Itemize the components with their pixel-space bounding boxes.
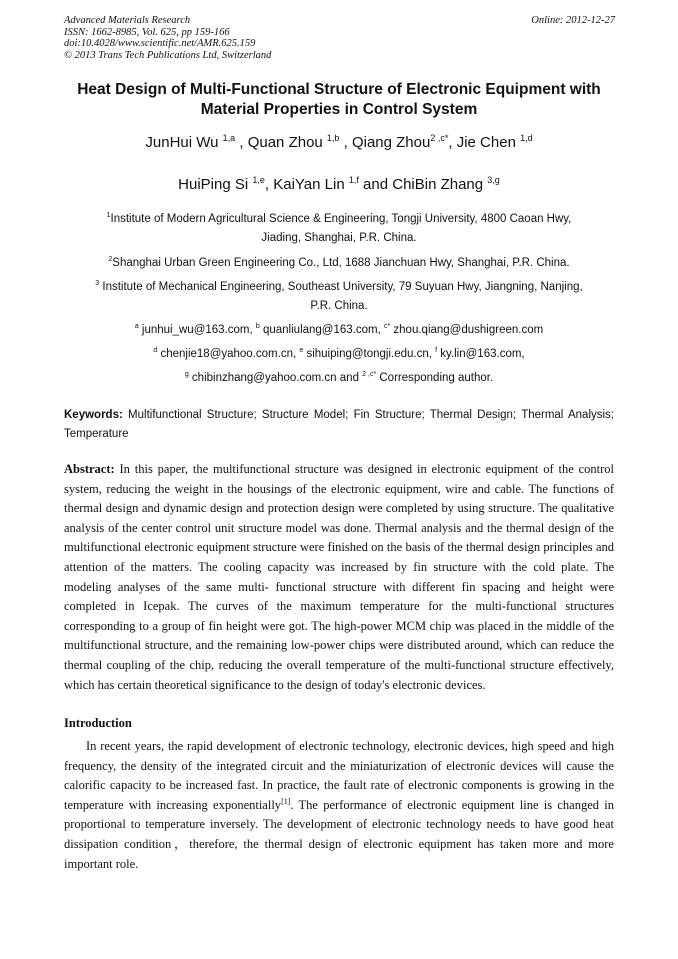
corresponding-mark: 2 ,c* (362, 371, 377, 378)
email-mark: e (299, 347, 304, 354)
email-mark: g (184, 371, 189, 378)
affiliation-text: Institute of Mechanical Engineering, Southeast University, 79 Suyuan Hwy, Jiangning, Nanjing, (99, 281, 583, 293)
author-name: ChiBin Zhang (392, 176, 488, 193)
author-separator: , (339, 134, 352, 151)
affiliation-2 (64, 254, 614, 273)
title-line-1: Heat Design of Multi-Functional Structure of Electronic Equipment with (77, 81, 601, 98)
author-name: KaiYan Lin (273, 176, 349, 193)
affiliation-3 (64, 278, 614, 316)
email-c: zhou.qiang@dushigreen.com (390, 324, 544, 336)
journal-header (64, 15, 444, 61)
author-name: Qiang Zhou (351, 134, 431, 151)
email-a: junhui_wu@163.com, (138, 324, 256, 336)
citation-ref[interactable]: [1] (281, 796, 291, 806)
author-affil-mark: 2 ,c* (430, 133, 449, 143)
email-mark: b (255, 323, 260, 330)
email-mark: c* (383, 323, 391, 330)
author-affil-mark: 1,f (348, 175, 359, 185)
affiliation-text: P.R. China. (310, 300, 368, 312)
author-affil-mark: 3,g (487, 175, 500, 185)
email-f: ky.lin@163.com, (437, 348, 525, 360)
doi-line: doi:10.4028/www.scientific.net/AMR.625.159 (64, 38, 256, 49)
email-g: chibinzhang@yahoo.com.cn and (188, 372, 363, 384)
introduction-paragraph (64, 737, 614, 874)
author-name: Jie Chen (456, 134, 521, 151)
email-line-2 (40, 345, 638, 364)
email-e: sihuiping@tongji.edu.cn, (303, 348, 436, 360)
abstract-label: Abstract: (64, 462, 115, 476)
affiliation-mark: 2 (108, 256, 113, 263)
affiliation-text: Shanghai Urban Green Engineering Co., Ltd, 1688 Jianchuan Hwy, Shanghai, P.R. China. (112, 257, 570, 269)
title-line-2: Material Properties in Control System (200, 101, 478, 118)
keywords-paragraph (64, 406, 614, 444)
affiliation-mark: 1 (106, 212, 111, 219)
affiliation-text: Jiading, Shanghai, P.R. China. (261, 232, 417, 244)
email-line-1 (40, 321, 638, 340)
author-separator: , (448, 134, 457, 151)
author-affil-mark: 1,a (222, 133, 236, 143)
email-b: quanliulang@163.com, (259, 324, 384, 336)
author-separator: and (358, 176, 393, 193)
abstract-text: In this paper, the multifunctional structure was designed in electronic equipment of the control system, reducing the weight in the housings of the electronic equipment, wire and cable. The functions of thermal design and dynamic design and protection design were completed by using structure. The qualitative analysis of the center control unit structure model was done. Thermal analysis and the thermal design of the multifunctional electronic equipment structure were finished on the basis of the thermal design principles and attention of the matters. The cooling capacity was increased by fin structure with the cold plate. The modeling analyses of the same multi- functional structure with different fin spacing and height were completed in Icepak. The curves of the maximum temperature for the multi-functional structures corresponding to a group of fin height were got. The high-power MCM chip was placed in the middle of the multifunctional structure, and the remaining low-power chips were distributed around, which can reduce the thermal coupling of the chip, reducing the overall temperature of the multi-functional structure effectively, which has certain theoretical significance to the design of today's electronic devices. (64, 462, 614, 692)
author-line-1 (40, 134, 638, 152)
intro-text-part-1: In recent years, the rapid development of electronic technology, electronic devices, high speed and high frequency, the density of the integrated circuit and the miniaturization of electronic devices will cause the calorific capacity to be increased fast. In practice, the fault rate of electronic components is growing in the temperature with increasing exponentially (64, 739, 614, 812)
keywords-label: Keywords: (64, 409, 123, 421)
affiliation-mark: 3 (95, 280, 100, 287)
author-name: JunHui Wu (145, 134, 223, 151)
affiliation-text: Institute of Modern Agricultural Science & Engineering, Tongji University, 4800 Caoan Hwy, (110, 213, 572, 225)
author-name: HuiPing Si (178, 176, 253, 193)
email-mark: a (134, 323, 139, 330)
author-separator: , (235, 134, 248, 151)
author-name: Quan Zhou (247, 134, 327, 151)
email-d: chenjie18@yahoo.com.cn, (157, 348, 300, 360)
introduction-heading: Introduction (64, 716, 132, 730)
email-mark: f (435, 347, 438, 354)
author-separator: , (264, 176, 274, 193)
author-affil-mark: 1,b (326, 133, 340, 143)
intro-text-part-2: . The performance of electronic equipment line is changed in proportional to temperature inversely. The development of electronic technology needs to have good heat dissipation condition，therefore, the thermal design of electronic equipment has taken more and more important role. (64, 797, 615, 871)
email-mark: d (153, 347, 158, 354)
email-line-3 (40, 369, 638, 388)
author-line-2 (40, 176, 638, 194)
affiliation-1 (64, 210, 614, 248)
online-date: Online: 2012-12-27 (531, 15, 615, 26)
abstract-paragraph (64, 460, 614, 695)
paper-title (60, 80, 618, 120)
keywords-text: Multifunctional Structure; Structure Model; Fin Structure; Thermal Design; Thermal Analysis; Temperature (64, 409, 614, 440)
author-affil-mark: 1,e (252, 175, 265, 185)
journal-name: Advanced Materials Research (64, 15, 191, 26)
issn-line: ISSN: 1662-8985, Vol. 625, pp 159-166 (64, 26, 230, 38)
corresponding-author-note: Corresponding author. (376, 372, 494, 384)
author-affil-mark: 1,d (520, 133, 533, 143)
copyright-line: © 2013 Trans Tech Publications Ltd, Switzerland (64, 49, 272, 61)
